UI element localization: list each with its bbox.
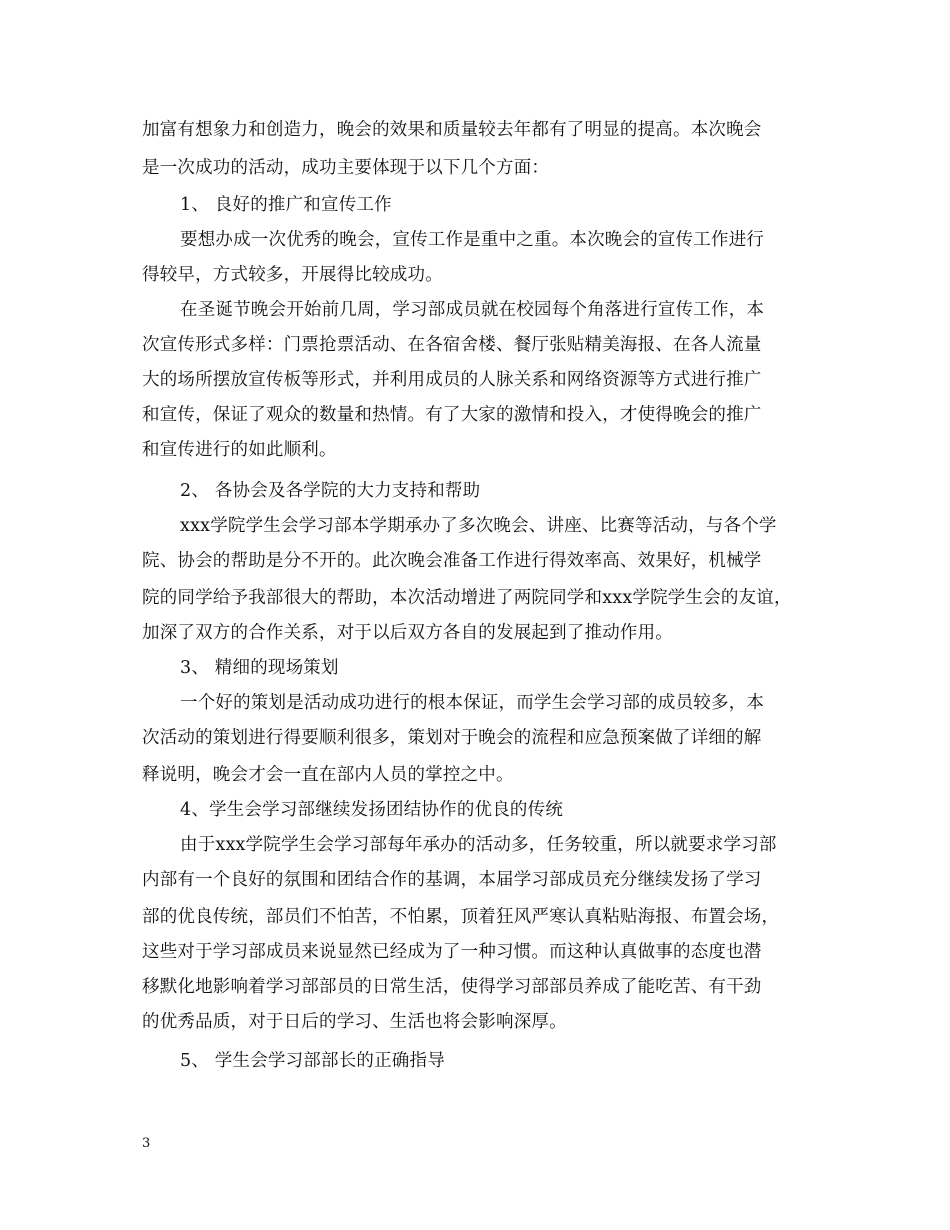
body-text-line: 是一次成功的活动，成功主要体现于以下几个方面：: [142, 158, 550, 178]
body-text-line: 和宣传，保证了观众的数量和热情。有了大家的激情和投入，才使得晚会的推广: [142, 405, 762, 425]
body-text-line: 和宣传进行的如此顺利。: [142, 440, 337, 460]
body-text-line: 一个好的策划是活动成功进行的根本保证，而学生会学习部的成员较多，本: [180, 693, 765, 713]
section-heading-2: 2、 各协会及各学院的大力支持和帮助: [180, 481, 481, 501]
body-text-line: 得较早，方式较多，开展得比较成功。: [142, 265, 443, 285]
section-heading-4: 4、学生会学习部继续发扬团结协作的优良的传统: [180, 800, 564, 820]
section-heading-3: 3、 精细的现场策划: [180, 658, 339, 678]
body-text-line: 次宣传形式多样：门票抢票活动、在各宿舍楼、餐厅张贴精美海报、在各人流量: [142, 335, 762, 355]
body-text-line: 大的场所摆放宣传板等形式，并利用成员的人脉关系和网络资源等方式进行推广: [142, 370, 762, 390]
body-text-line: 院、协会的帮助是分不开的。此次晚会准备工作进行得效率高、效果好，机械学: [142, 551, 762, 571]
body-text-line: 要想办成一次优秀的晚会，宣传工作是重中之重。本次晚会的宣传工作进行: [180, 230, 765, 250]
body-text-line: 的优秀品质，对于日后的学习、生活也将会影响深厚。: [142, 1012, 567, 1032]
body-text-line: 加深了双方的合作关系，对于以后双方各自的发展起到了推动作用。: [142, 623, 673, 643]
body-text-line: 部的优良传统，部员们不怕苦，不怕累，顶着狂风严寒认真粘贴海报、布置会场，: [142, 907, 780, 927]
body-text-line: 加富有想象力和创造力，晚会的效果和质量较去年都有了明显的提高。本次晚会: [142, 120, 762, 140]
body-text-line: 内部有一个良好的氛围和团结合作的基调，本届学习部成员充分继续发扬了学习: [142, 870, 762, 890]
body-text-line: 这些对于学习部成员来说显然已经成为了一种习惯。而这种认真做事的态度也潜: [142, 942, 762, 962]
section-heading-5: 5、 学生会学习部部长的正确指导: [180, 1051, 445, 1071]
body-text-line: 院的同学给予我部很大的帮助，本次活动增进了两院同学和xxx学院学生会的友谊，: [142, 588, 792, 608]
body-text-line: 移默化地影响着学习部部员的日常生活，使得学习部部员养成了能吃苦、有干劲: [142, 977, 762, 997]
body-text-line: 次活动的策划进行得要顺利很多，策划对于晚会的流程和应急预案做了详细的解: [142, 728, 762, 748]
body-text-line: 在圣诞节晚会开始前几周，学习部成员就在校园每个角落进行宣传工作，本: [180, 300, 765, 320]
body-text-line: xxx学院学生会学习部本学期承办了多次晚会、讲座、比赛等活动，与各个学: [180, 516, 777, 536]
page-number: 3: [142, 1136, 151, 1151]
body-text-line: 释说明，晚会才会一直在部内人员的掌控之中。: [142, 765, 514, 785]
section-heading-1: 1、 良好的推广和宣传工作: [180, 195, 392, 215]
body-text-line: 由于xxx学院学生会学习部每年承办的活动多，任务较重，所以就要求学习部: [180, 835, 777, 855]
